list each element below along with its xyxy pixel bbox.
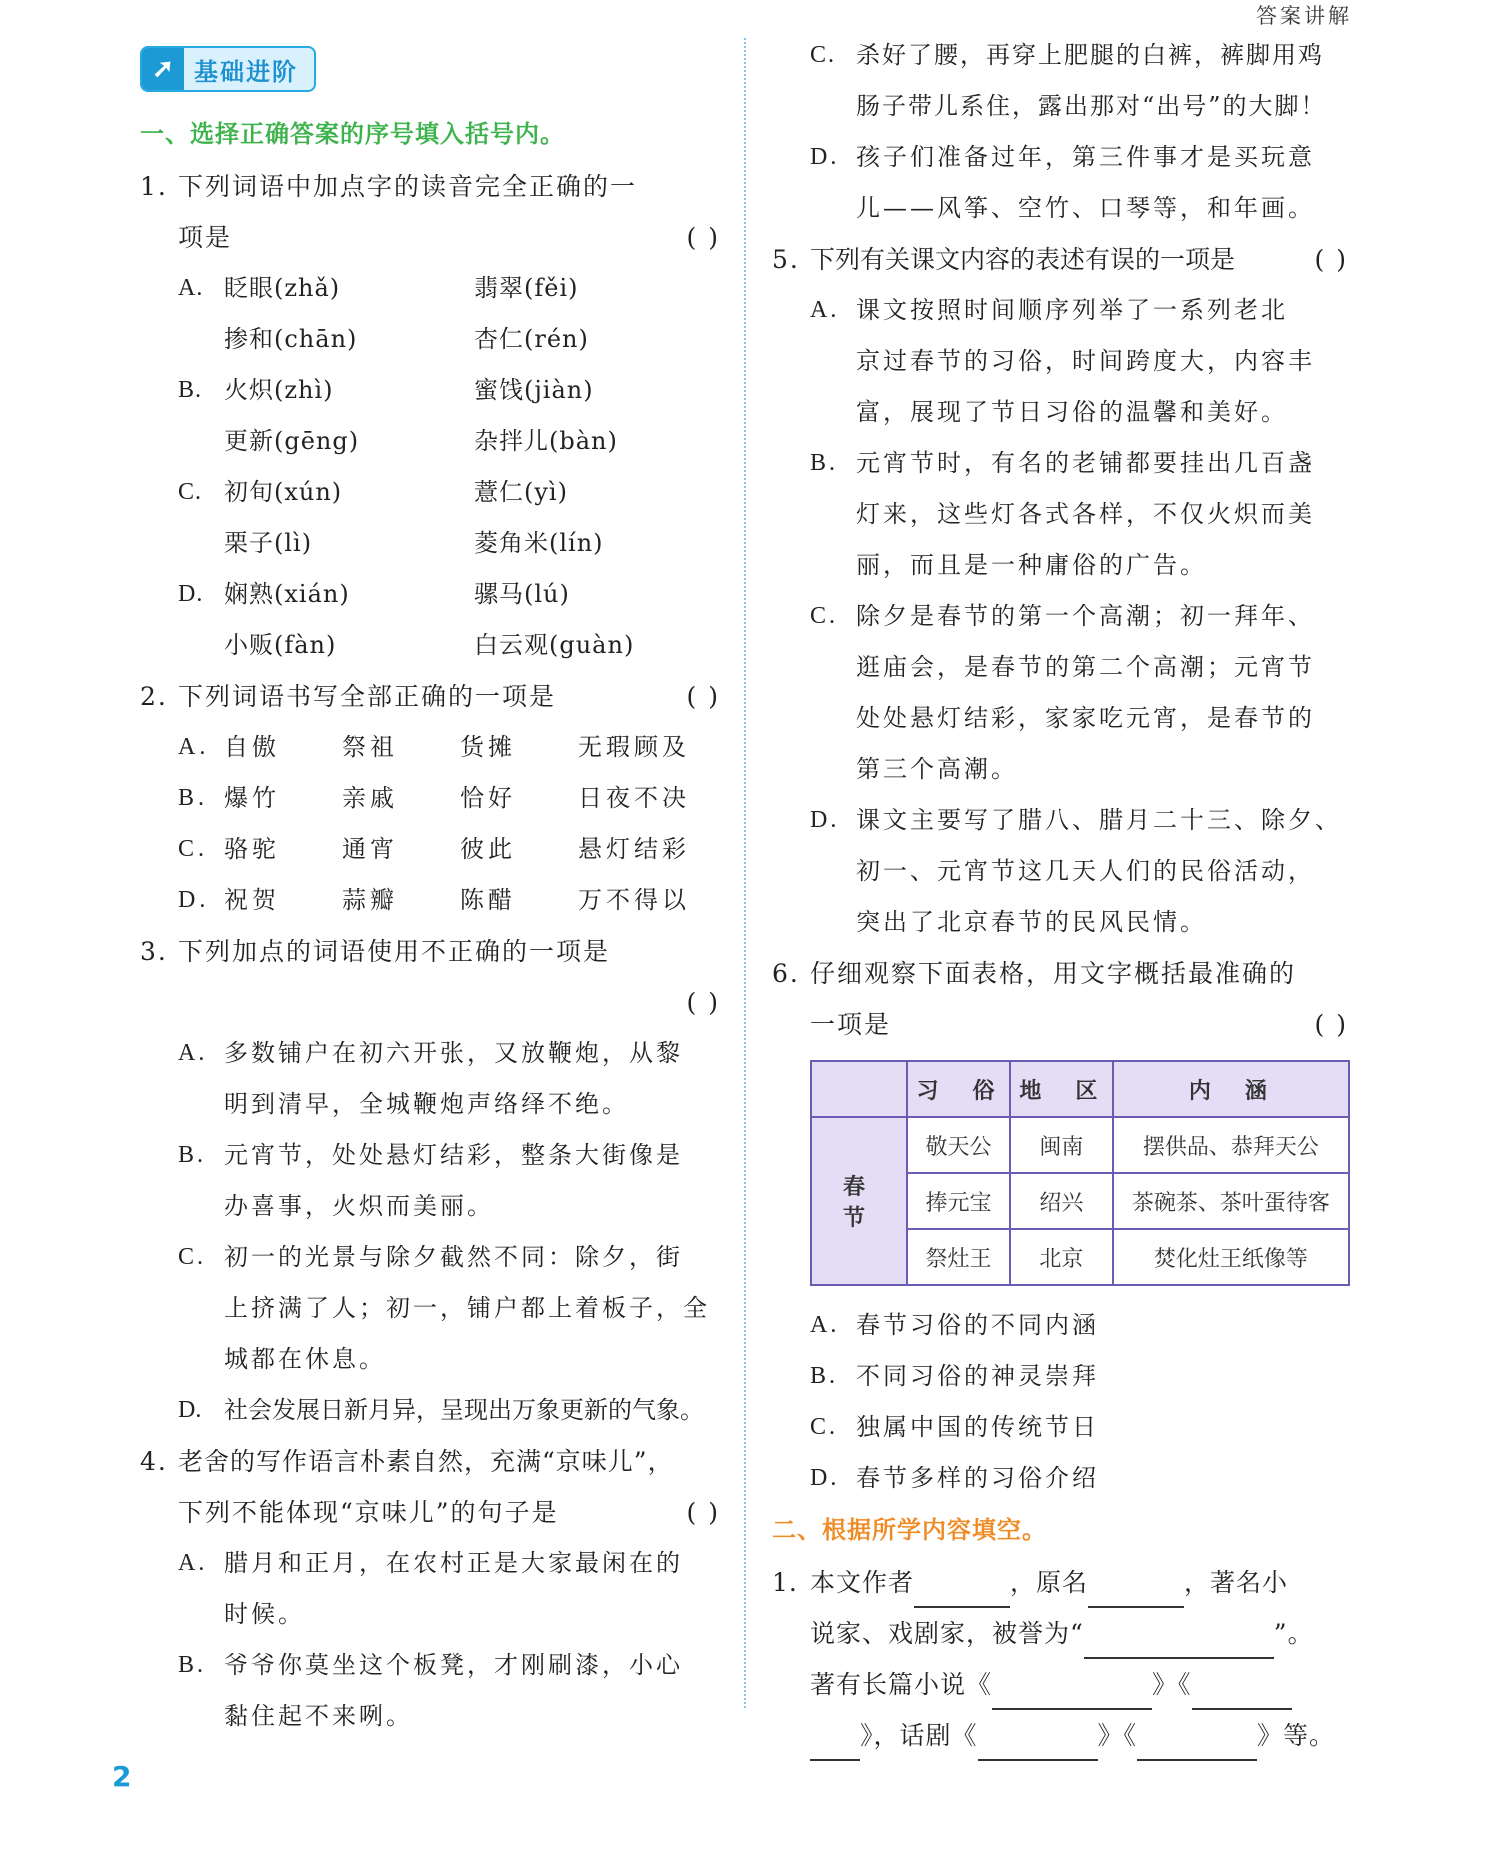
- option-a: [178, 722, 342, 773]
- option-letter: C.: [178, 836, 209, 862]
- fill-line: [810, 1659, 1348, 1710]
- q2-options: [178, 722, 720, 926]
- question-2: [140, 671, 720, 722]
- option-c: [178, 467, 474, 518]
- option-text: 多数铺户在初六开张，又放鞭炮，从黎: [224, 1039, 683, 1067]
- runner-icon: ➚: [142, 48, 184, 90]
- question-text: 下列加点的词语使用不正确的一项是: [178, 937, 611, 966]
- option-letter: B.: [178, 1652, 207, 1678]
- answer-parentheses[interactable]: ( ): [686, 223, 720, 252]
- option-item: 彼此: [460, 835, 516, 863]
- option-item: 爆竹: [224, 784, 280, 812]
- option-text: 富，展现了节日习俗的温馨和美好。: [856, 398, 1288, 426]
- question-3: [140, 926, 720, 1028]
- table-header-row: [811, 1061, 1349, 1117]
- fill-line: [810, 1710, 1348, 1761]
- option-item: 自傲: [224, 733, 280, 761]
- question-5: [772, 234, 1348, 285]
- option-letter: D.: [178, 887, 210, 913]
- option-item: 祝贺: [224, 886, 280, 914]
- option-a: [178, 263, 474, 314]
- option-item: 恰好: [460, 784, 516, 812]
- blank-novel-1[interactable]: [992, 1680, 1152, 1710]
- question-text: 下列词语书写全部正确的一项是: [178, 682, 557, 711]
- blank-author[interactable]: [914, 1578, 1010, 1608]
- question-number: 1.: [140, 172, 168, 201]
- option-text: 第三个高潮。: [856, 755, 1018, 783]
- option-text: 除夕是春节的第一个高潮；初一拜年、: [856, 602, 1315, 630]
- question-text: 下列词语中加点字的读音完全正确的一: [178, 172, 638, 201]
- column-divider: [744, 38, 746, 1708]
- right-column: [772, 30, 1348, 1761]
- option-c: [772, 1402, 1348, 1453]
- option-letter: A.: [810, 1312, 840, 1338]
- option-item: 日夜不决: [578, 784, 690, 812]
- fill-text: 著有长篇小说《: [810, 1670, 993, 1699]
- option-letter: C.: [178, 479, 203, 505]
- page-number: 2: [112, 1760, 132, 1793]
- fill-line: [810, 1557, 1348, 1608]
- table-cell: 捧元宝: [907, 1173, 1010, 1229]
- option-a: [140, 1028, 720, 1130]
- option-item: 万不得以: [578, 886, 690, 914]
- option-text: 杀好了腰，再穿上肥腿的白裤，裤脚用鸡: [856, 41, 1324, 69]
- option-letter: B.: [178, 377, 203, 403]
- blank-title[interactable]: [1084, 1629, 1274, 1659]
- blank-play-1[interactable]: [978, 1731, 1098, 1761]
- question-4: [140, 1436, 720, 1538]
- table-cell: 敬天公: [907, 1117, 1010, 1173]
- question-text: 项是: [178, 223, 233, 252]
- table-header: 习 俗: [907, 1061, 1010, 1117]
- option-item: 骆驼: [224, 835, 280, 863]
- blank-novel-2-cont[interactable]: [810, 1731, 860, 1761]
- table-corner-cell: [811, 1061, 907, 1117]
- option-item: 眨眼(zhǎ): [224, 274, 341, 302]
- option-text: 儿——风筝、空竹、口琴等，和年画。: [856, 194, 1315, 222]
- option-item: 小贩(fàn): [224, 631, 337, 659]
- option-item: 火炽(zhì): [224, 376, 334, 404]
- option-item: 悬灯结彩: [578, 835, 690, 863]
- option-text: 孩子们准备过年，第三件事才是买玩意: [856, 143, 1315, 171]
- option-b: [140, 1130, 720, 1232]
- option-letter: A.: [178, 734, 210, 760]
- option-text: 社会发展日新月异，呈现出万象更新的气象。: [224, 1396, 704, 1424]
- table-cell: 祭灶王: [907, 1229, 1010, 1285]
- blank-play-2[interactable]: [1137, 1731, 1257, 1761]
- option-letter: D.: [810, 144, 840, 170]
- option-text: 明到清早，全城鞭炮声络绎不绝。: [224, 1090, 629, 1118]
- question-number: 5.: [772, 245, 800, 274]
- option-item: 货摊: [460, 733, 516, 761]
- question-text: 仔细观察下面表格，用文字概括最准确的: [810, 959, 1297, 988]
- option-b: [178, 773, 342, 824]
- option-item: 祭祖: [342, 733, 398, 761]
- option-item: 蜜饯(jiàn): [474, 376, 594, 404]
- option-letter: D.: [810, 1465, 840, 1491]
- option-c: [772, 591, 1348, 795]
- option-d: [772, 795, 1348, 948]
- option-item: 杂拌儿(bàn): [474, 427, 618, 455]
- option-text: 春节多样的习俗介绍: [856, 1464, 1099, 1492]
- option-item: 初旬(xún): [224, 478, 343, 506]
- table-header: 地 区: [1010, 1061, 1113, 1117]
- question-number: 2.: [140, 682, 168, 711]
- option-item: 翡翠(fěi): [474, 274, 579, 302]
- option-text: 时候。: [224, 1600, 305, 1628]
- table-row: [811, 1117, 1349, 1173]
- option-letter: A.: [178, 275, 204, 301]
- option-item: 亲戚: [342, 784, 398, 812]
- option-letter: C.: [810, 603, 839, 629]
- option-item: 蒜瓣: [342, 886, 398, 914]
- option-c: [140, 1232, 720, 1385]
- option-text: 课文按照时间顺序列举了一系列老北: [856, 296, 1288, 324]
- option-text: 灯来，这些灯各式各样，不仅火炽而美: [856, 500, 1315, 528]
- fill-text: 》，话剧《: [860, 1721, 978, 1750]
- option-item: 菱角米(lín): [474, 529, 604, 557]
- fill-text: ”。: [1273, 1619, 1314, 1648]
- fill-line: [810, 1608, 1348, 1659]
- option-text: 元宵节，处处悬灯结彩，整条大街像是: [224, 1141, 683, 1169]
- fill-question-1: [772, 1557, 1348, 1761]
- fill-text: 说家、戏剧家，被誉为“: [810, 1619, 1084, 1648]
- option-item: 更新(gēng): [224, 427, 360, 455]
- option-a: [140, 1538, 720, 1640]
- option-item: 掺和(chān): [224, 325, 358, 353]
- option-text: 腊月和正月，在农村正是大家最闲在的: [224, 1549, 683, 1577]
- option-text: 初一的光景与除夕截然不同：除夕，街: [224, 1243, 683, 1271]
- option-letter: A.: [178, 1550, 208, 1576]
- option-b: [178, 365, 474, 416]
- option-letter: C.: [810, 1414, 839, 1440]
- question-number: 6.: [772, 959, 800, 988]
- option-text: 课文主要写了腊八、腊月二十三、除夕、: [856, 806, 1342, 834]
- section-heading-2: 二、根据所学内容填空。: [772, 1516, 1047, 1544]
- fill-text: 》《: [1152, 1670, 1192, 1699]
- customs-table: [810, 1060, 1350, 1286]
- question-1: [140, 161, 720, 263]
- section-badge: [140, 46, 316, 92]
- answer-parentheses[interactable]: ( ): [686, 988, 720, 1017]
- answer-parentheses[interactable]: ( ): [1314, 1010, 1348, 1039]
- option-item: 无瑕顾及: [578, 733, 690, 761]
- option-letter: C.: [810, 42, 837, 68]
- option-a: [772, 285, 1348, 438]
- option-item: 陈醋: [460, 886, 516, 914]
- option-text: 独属中国的传统节日: [856, 1413, 1099, 1441]
- option-b: [772, 1351, 1348, 1402]
- option-c: [772, 30, 1348, 132]
- option-text: 肠子带儿系住，露出那对“出号”的大脚！: [856, 92, 1327, 120]
- answer-parentheses[interactable]: ( ): [686, 682, 720, 711]
- question-text: 下列不能体现“京味儿”的句子是: [178, 1498, 559, 1527]
- table-cell: 北京: [1010, 1229, 1113, 1285]
- option-item: 娴熟(xián): [224, 580, 350, 608]
- table-header: 内 涵: [1113, 1061, 1349, 1117]
- option-item: 通宵: [342, 835, 398, 863]
- table-cell: 茶碗茶、茶叶蛋待客: [1113, 1173, 1349, 1229]
- option-item: 杏仁(rén): [474, 325, 589, 353]
- option-letter: B.: [810, 450, 839, 476]
- option-text: 黏住起不来咧。: [224, 1702, 413, 1730]
- table-cell: 焚化灶王纸像等: [1113, 1229, 1349, 1285]
- option-letter: A.: [178, 1040, 208, 1066]
- fill-text: 》等。: [1257, 1721, 1336, 1750]
- blank-original-name[interactable]: [1088, 1578, 1184, 1608]
- answer-parentheses[interactable]: ( ): [686, 1498, 720, 1527]
- option-item: 薏仁(yì): [474, 478, 568, 506]
- option-letter: A.: [810, 297, 840, 323]
- option-a: [772, 1300, 1348, 1351]
- table-cell: 闽南: [1010, 1117, 1113, 1173]
- fill-text: ，原名: [1010, 1568, 1089, 1597]
- table-side-label: 春 节: [811, 1117, 907, 1285]
- header-tag: 答案讲解: [1256, 4, 1352, 28]
- option-item: 栗子(lì): [224, 529, 313, 557]
- table-cell: 绍兴: [1010, 1173, 1113, 1229]
- fill-text: 》《: [1097, 1721, 1138, 1750]
- question-text: 一项是: [810, 1010, 892, 1039]
- option-text: 上挤满了人；初一，铺户都上着板子，全: [224, 1294, 710, 1322]
- fill-text: 本文作者: [810, 1568, 915, 1597]
- option-text: 初一、元宵节这几天人们的民俗活动，: [856, 857, 1315, 885]
- option-text: 处处悬灯结彩，家家吃元宵，是春节的: [856, 704, 1315, 732]
- option-letter: B.: [810, 1363, 839, 1389]
- option-d: [178, 875, 342, 926]
- option-letter: D.: [178, 1397, 202, 1423]
- option-text: 春节习俗的不同内涵: [856, 1311, 1099, 1339]
- question-number: 4.: [140, 1447, 168, 1476]
- option-text: 不同习俗的神灵崇拜: [856, 1362, 1099, 1390]
- option-d: [772, 132, 1348, 234]
- option-letter: B.: [178, 785, 209, 811]
- fill-text: ，著名小: [1184, 1568, 1289, 1597]
- option-text: 爷爷你莫坐这个板凳，才刚刷漆，小心: [224, 1651, 683, 1679]
- left-column: [140, 36, 720, 1742]
- option-item: 白云观(guàn): [474, 631, 635, 659]
- option-d: [772, 1453, 1348, 1504]
- answer-parentheses[interactable]: ( ): [1314, 245, 1348, 274]
- option-b: [140, 1640, 720, 1742]
- option-letter: B.: [178, 1142, 207, 1168]
- blank-novel-2[interactable]: [1192, 1680, 1292, 1710]
- option-text: 丽，而且是一种庸俗的广告。: [856, 551, 1207, 579]
- q1-options: [178, 263, 720, 671]
- option-text: 京过春节的习俗，时间跨度大，内容丰: [856, 347, 1315, 375]
- option-d: [140, 1385, 720, 1436]
- option-text: 城都在休息。: [224, 1345, 386, 1373]
- option-text: 逛庙会，是春节的第二个高潮；元宵节: [856, 653, 1315, 681]
- table-cell: 摆供品、恭拜天公: [1113, 1117, 1349, 1173]
- option-d: [178, 569, 474, 620]
- option-letter: C.: [178, 1244, 207, 1270]
- option-text: 元宵节时，有名的老铺都要挂出几百盏: [856, 449, 1315, 477]
- question-6: [772, 948, 1348, 1050]
- section-heading-1: 一、选择正确答案的序号填入括号内。: [140, 120, 565, 148]
- option-c: [178, 824, 342, 875]
- option-b: [772, 438, 1348, 591]
- option-text: 突出了北京春节的民风民情。: [856, 908, 1207, 936]
- question-text: 下列有关课文内容的表述有误的一项是: [810, 245, 1236, 274]
- option-letter: D.: [810, 807, 840, 833]
- question-number: 1.: [772, 1568, 798, 1597]
- option-item: 骡马(lú): [474, 580, 570, 608]
- question-number: 3.: [140, 937, 168, 966]
- question-text: 老舍的写作语言朴素自然，充满“京味儿”，: [178, 1447, 674, 1476]
- option-letter: D.: [178, 581, 204, 607]
- option-text: 办喜事，火炽而美丽。: [224, 1192, 494, 1220]
- badge-label: 基础进阶: [194, 57, 298, 86]
